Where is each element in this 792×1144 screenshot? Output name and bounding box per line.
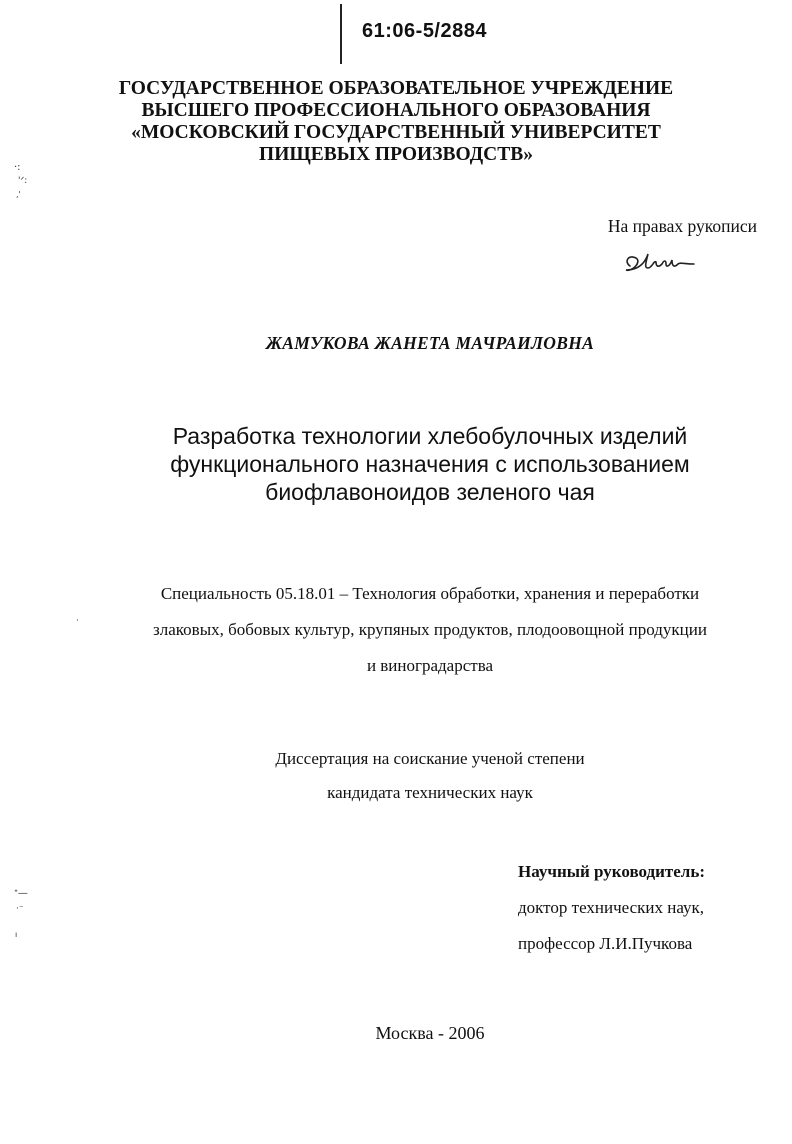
institution-line: ГОСУДАРСТВЕННОЕ ОБРАЗОВАТЕЛЬНОЕ УЧРЕЖДЕНИЕ bbox=[118, 78, 674, 99]
author-name: ЖАМУКОВА ЖАНЕТА МАЧРАИЛОВНА bbox=[265, 333, 595, 353]
institution-line: ВЫСШЕГО ПРОФЕССИОНАЛЬНОГО ОБРАЗОВАНИЯ bbox=[141, 100, 651, 121]
institution-line: «МОСКОВСКИЙ ГОСУДАРСТВЕННЫЙ УНИВЕРСИТЕТ bbox=[131, 122, 661, 143]
degree-line: Диссертация на соискание ученой степени bbox=[275, 749, 585, 768]
scan-speck: ·⁻ bbox=[16, 904, 24, 914]
manuscript-rights-note: На правах рукописи bbox=[607, 216, 757, 236]
title-line: Разработка технологии хлебобулочных изделий bbox=[172, 423, 688, 449]
scan-speck: ᕀ— bbox=[14, 888, 28, 899]
degree-line: кандидата технических наук bbox=[327, 783, 533, 802]
handwritten-signature bbox=[622, 240, 702, 280]
title-line: биофлавоноидов зеленого чая bbox=[265, 479, 595, 505]
scientific-advisor bbox=[518, 854, 705, 962]
advisor-heading: Научный руководитель: bbox=[518, 862, 705, 881]
degree-statement bbox=[0, 742, 792, 810]
stamp-divider bbox=[340, 4, 342, 64]
library-stamp-number: 61:06-5/2884 bbox=[362, 20, 487, 42]
specialty-line: Специальность 05.18.01 – Технология обработки, хранения и переработки bbox=[160, 584, 700, 603]
specialty-line: злаковых, бобовых культур, крупяных продуктов, плодоовощной продукции bbox=[153, 620, 707, 639]
advisor-line: доктор технических наук, bbox=[518, 898, 705, 917]
dissertation-title bbox=[0, 422, 792, 506]
scan-speck: · bbox=[76, 616, 79, 626]
scan-speck: ·: bbox=[14, 162, 21, 173]
advisor-line: профессор Л.И.Пучкова bbox=[518, 934, 693, 953]
scan-speck: 'ᐟ: bbox=[18, 176, 28, 186]
institution-line: ПИЩЕВЫХ ПРОИЗВОДСТВ» bbox=[259, 144, 533, 165]
specialty-line: и виноградарства bbox=[366, 656, 494, 675]
title-line: функционального назначения с использованием bbox=[170, 451, 690, 477]
scan-speck: ,' bbox=[16, 190, 21, 199]
specialty-description bbox=[0, 576, 792, 684]
city-and-year: Москва - 2006 bbox=[375, 1023, 485, 1043]
scan-speck: ı bbox=[15, 930, 18, 939]
institution-name bbox=[0, 78, 792, 166]
